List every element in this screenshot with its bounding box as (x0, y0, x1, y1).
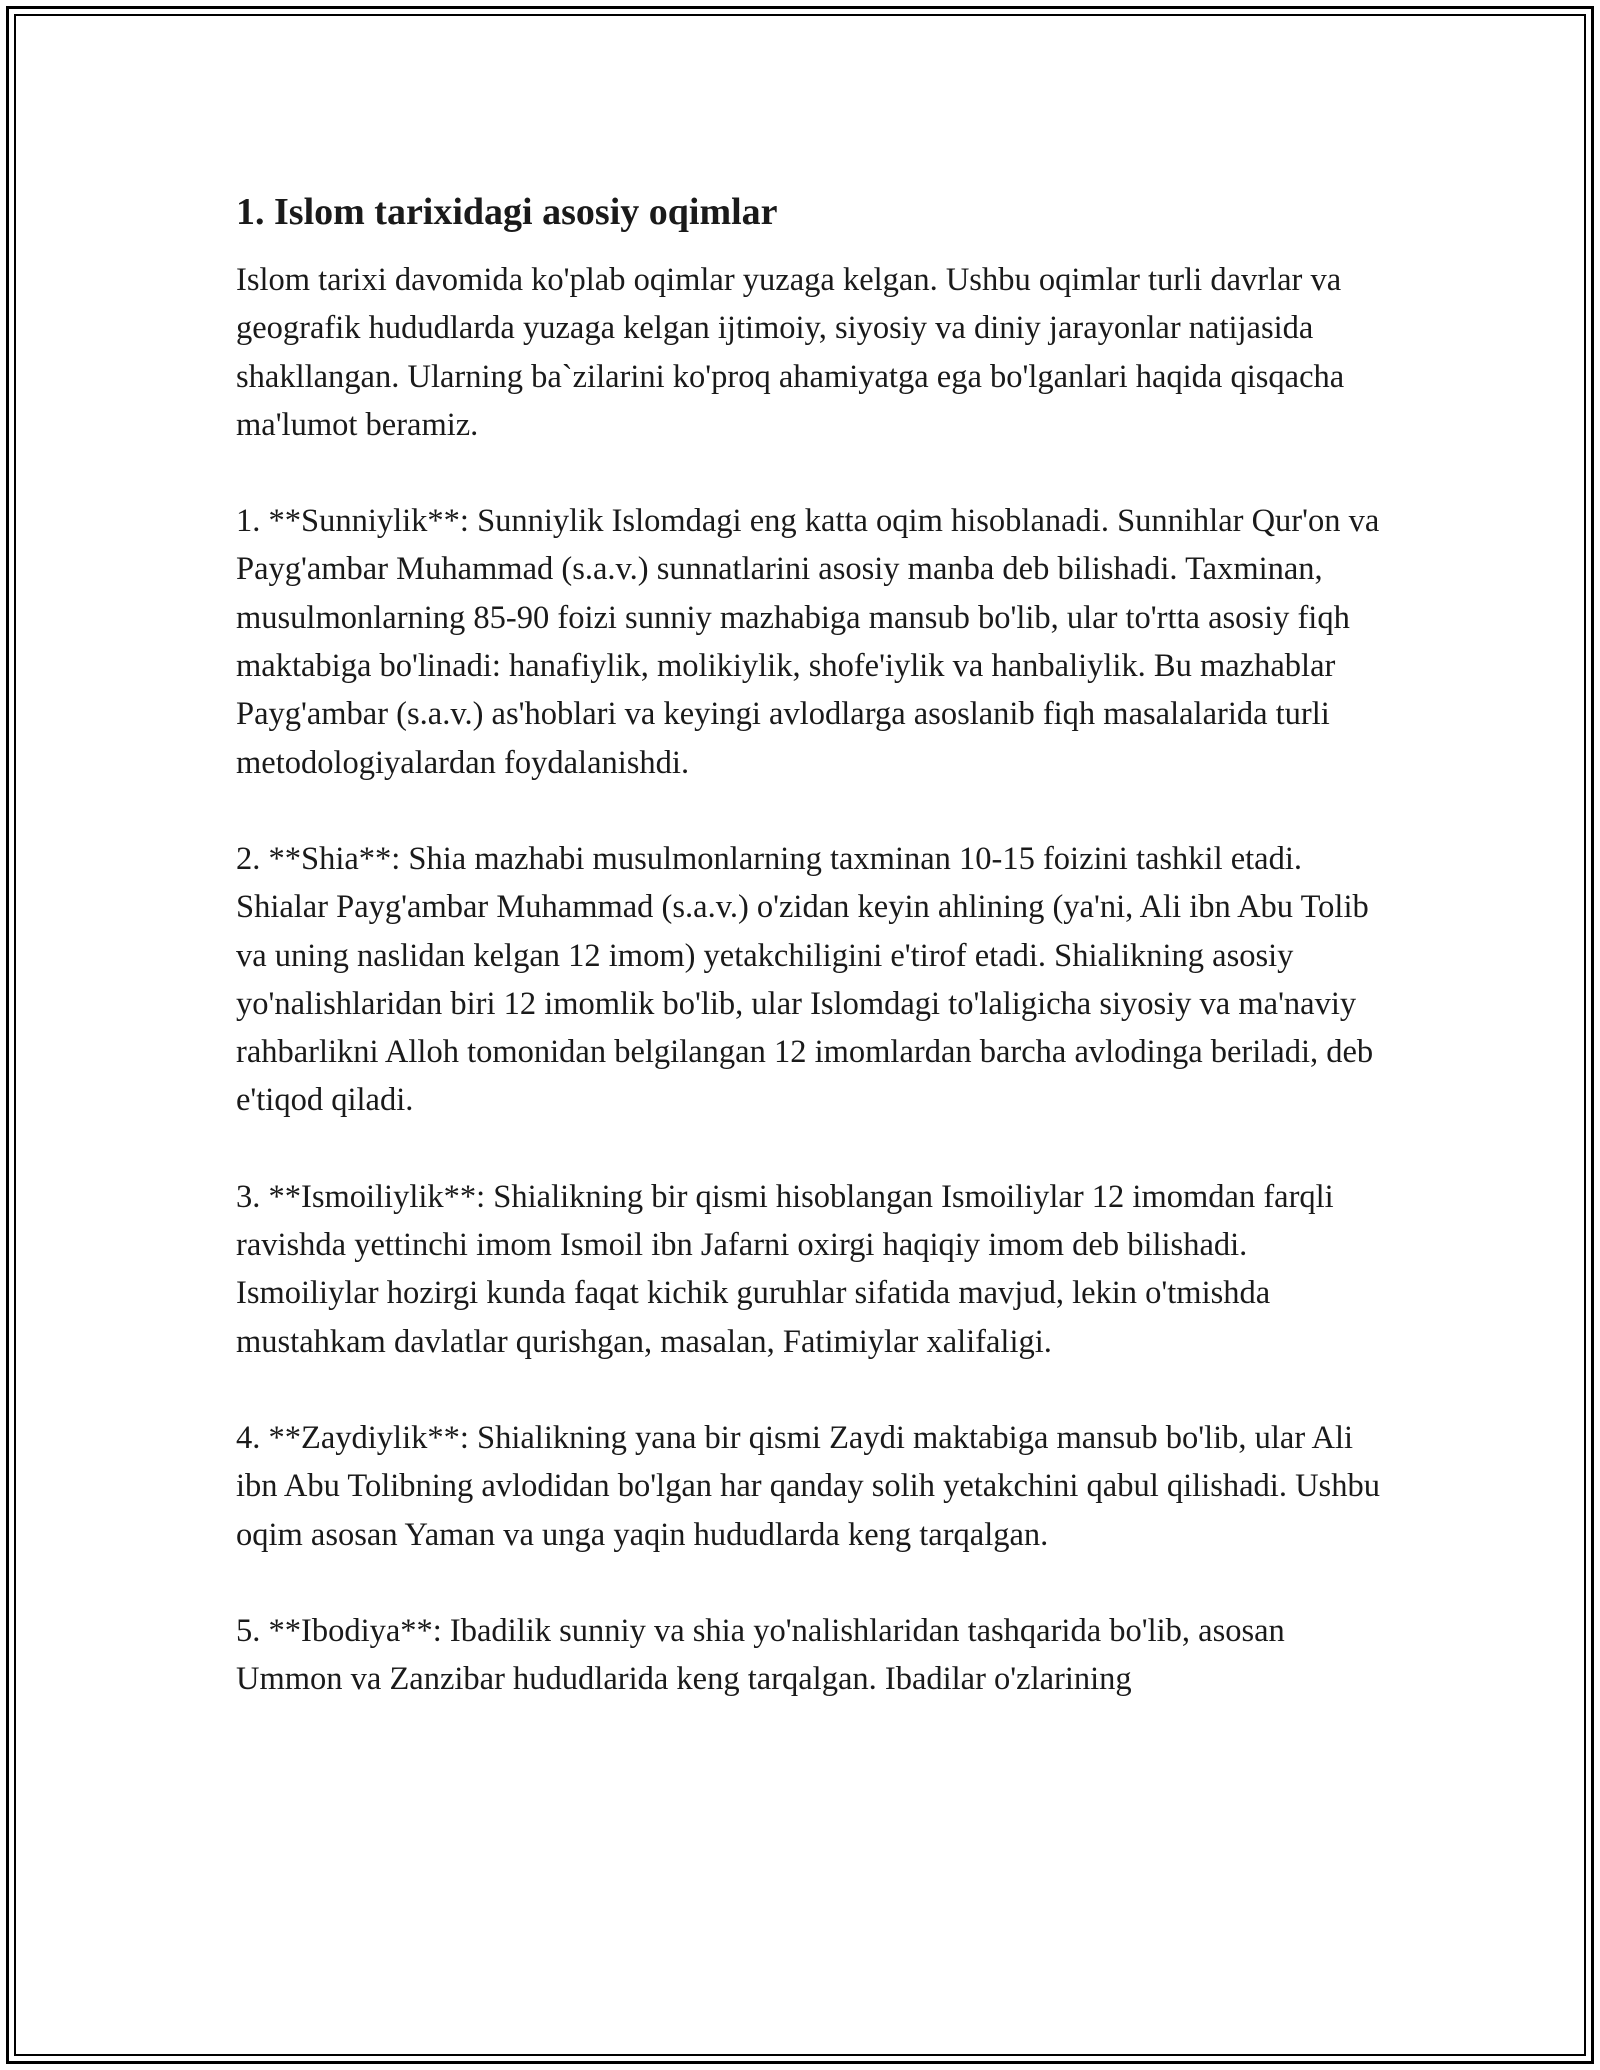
paragraph-ismoiliylik: 3. **Ismoiliylik**: Shialikning bir qismi hisoblangan Ismoiliylar 12 imomdan farqli ravishda yettinchi imom Ismoil ibn Jafarni oxirgi haqiqiy imom deb bilishadi. Ismoiliylar hozirgi kunda faqat kichik guruhlar sifatida mavjud, lekin o'tmishda mustahkam davlatlar qurishgan, masalan, Fatimiylar xalifaligi. (236, 1178, 1334, 1360)
paragraph-ibodiya: 5. **Ibodiya**: Ibadilik sunniy va shia yo'nalishlaridan tashqarida bo'lib, asosan Ummon va Zanzibar hududlarida keng tarqalgan. Ibadilar o'zlarining (236, 1612, 1285, 1698)
document-heading: 1. Islom tarixidagi asosiy oqimlar (236, 191, 778, 233)
paragraph-intro: Islom tarixi davomida ko'plab oqimlar yuzaga kelgan. Ushbu oqimlar turli davrlar va geografik hududlarda yuzaga kelgan ijtimoiy, siyosiy va diniy jarayonlar natijasida shakllangan. Ularning ba`zilarini ko'proq ahamiyatga ega bo'lganlari haqida qisqacha ma'lumot beramiz. (236, 262, 1345, 443)
paragraph-zaydiylik: 4. **Zaydiylik**: Shialikning yana bir qismi Zaydi maktabiga mansub bo'lib, ular Ali ibn Abu Tolibning avlodidan bo'lgan har qanday solih yetakchini qabul qilishadi. Ushbu oqim asosan Yaman va unga yaqin hududlarda keng tarqalgan. (236, 1419, 1380, 1553)
document-body (236, 186, 1386, 1751)
paragraph-shia: 2. **Shia**: Shia mazhabi musulmonlarning taxminan 10-15 foizini tashkil etadi. Shialar Payg'ambar Muhammad (s.a.v.) o'zidan keyin ahlining (ya'ni, Ali ibn Abu Tolib va uning naslidan kelgan 12 imom) yetakchiligini e'tirof etadi. Shialikning asosiy yo'nalishlaridan biri 12 imomlik bo'lib, ular Islomdagi to'laligicha siyosiy va ma'naviy rahbarlikni Alloh tomonidan belgilangan 12 imomlardan barcha avlodinga beriladi, deb e'tiqod qiladi. (236, 840, 1374, 1119)
paragraph-sunniylik: 1. **Sunniylik**: Sunniylik Islomdagi eng katta oqim hisoblanadi. Sunnihlar Qur'on va Payg'ambar Muhammad (s.a.v.) sunnatlarini asosiy manba deb bilishadi. Taxminan, musulmonlarning 85-90 foizi sunniy mazhabiga mansub bo'lib, ular to'rtta asosiy fiqh maktabiga bo'linadi: hanafiylik, molikiylik, shofe'iylik va hanbaliylik. Bu mazhablar Payg'ambar (s.a.v.) as'hoblari va keyingi avlodlarga asoslanib fiqh masalalarida turli metodologiyalardan foydalanishdi. (236, 503, 1380, 781)
